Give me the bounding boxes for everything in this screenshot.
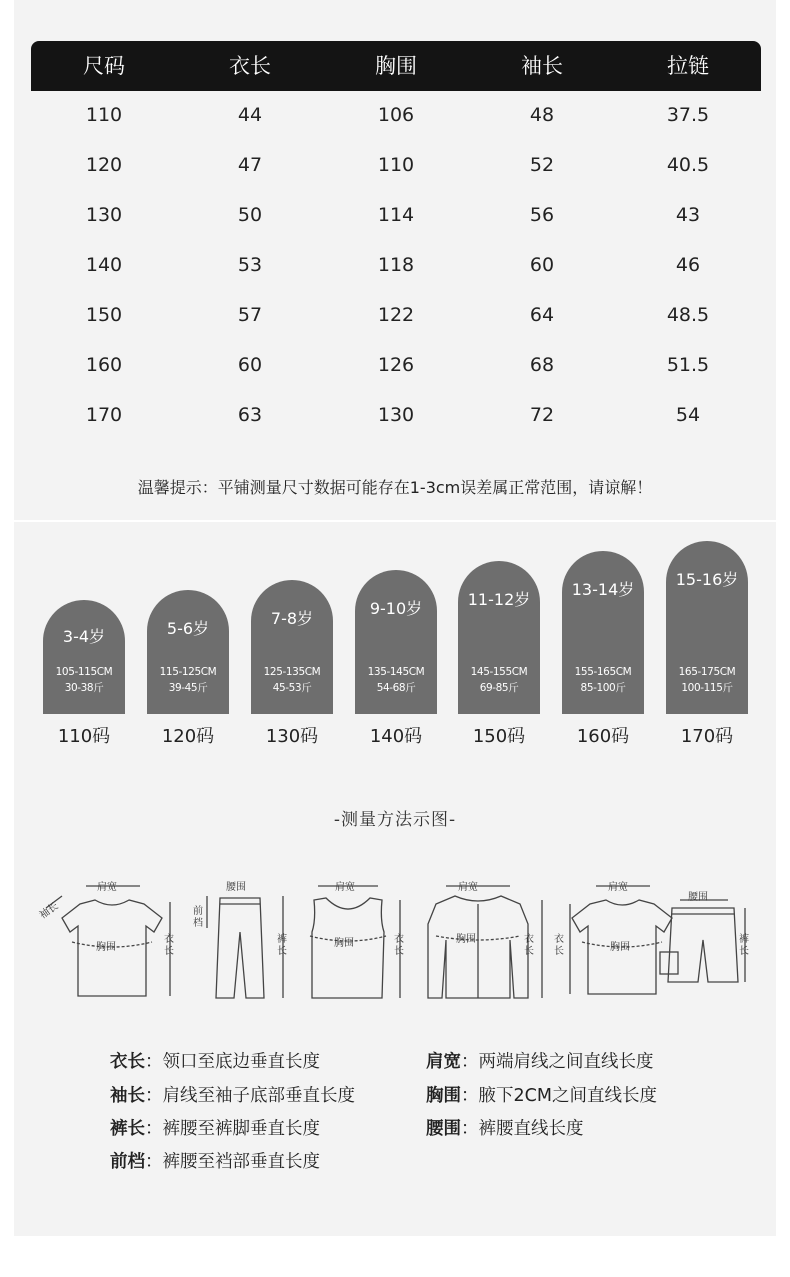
table-cell: 60: [529, 254, 555, 276]
label-body-length: 衣长: [524, 934, 534, 957]
table-cell: 64: [529, 304, 555, 326]
label-shoulder: 肩宽: [458, 882, 478, 893]
definition-item: [110, 1048, 320, 1073]
definition-text: ：裤腰至裤脚垂直长度: [145, 1119, 320, 1139]
age-range: 3-4岁: [62, 627, 106, 646]
measurement-tip: 温馨提示：平铺测量尺寸数据可能存在1-3cm误差属正常范围，请谅解！: [137, 478, 653, 497]
height-range: 145-155CM: [470, 666, 528, 678]
label-chest: 胸围: [456, 934, 476, 945]
definition-term: 衣长: [110, 1052, 145, 1072]
table-cell: 170: [85, 404, 123, 426]
pants-icon: [207, 896, 283, 998]
label-body-length: 衣长: [394, 934, 404, 957]
table-row: [31, 191, 761, 241]
definition-term: 胸围: [426, 1086, 461, 1106]
table-cell: 130: [377, 404, 415, 426]
table-cell: 110: [85, 104, 123, 126]
size-card-170: [666, 541, 748, 714]
table-cell: 68: [529, 354, 555, 376]
table-cell: 52: [529, 154, 555, 176]
size-code: 110码: [57, 726, 111, 747]
size-card-140: [355, 570, 437, 714]
size-card-120: [147, 590, 229, 714]
weight-range: 85-100斤: [580, 682, 626, 694]
height-range: 125-135CM: [263, 666, 321, 678]
header-zipper: 拉链: [667, 54, 709, 78]
table-cell: 72: [529, 404, 555, 426]
size-code: 130码: [265, 726, 319, 747]
age-range: 11-12岁: [467, 590, 531, 609]
size-card-160: [562, 551, 644, 714]
table-row: [31, 391, 761, 441]
size-code: 170码: [680, 726, 734, 747]
age-range: 13-14岁: [571, 580, 635, 599]
table-cell: 51.5: [666, 354, 710, 376]
table-cell: 40.5: [666, 154, 710, 176]
age-range: 7-8岁: [270, 609, 314, 628]
height-range: 165-175CM: [678, 666, 736, 678]
size-card-150: [458, 561, 540, 714]
label-waist: 腰围: [688, 892, 708, 903]
label-chest: 胸围: [610, 942, 630, 953]
table-cell: 126: [377, 354, 415, 376]
label-chest: 胸围: [334, 938, 354, 949]
table-cell: 54: [675, 404, 701, 426]
table-cell: 48: [529, 104, 555, 126]
table-row: [31, 291, 761, 341]
table-cell: 48.5: [666, 304, 710, 326]
size-code: 150码: [472, 726, 526, 747]
weight-range: 30-38斤: [64, 682, 104, 694]
table-cell: 50: [237, 204, 263, 226]
table-cell: 130: [85, 204, 123, 226]
definition-item: [110, 1082, 355, 1107]
weight-range: 100-115斤: [681, 682, 733, 694]
definition-item: [426, 1115, 584, 1140]
table-row: [31, 241, 761, 291]
header-size: 尺码: [83, 54, 125, 78]
definition-text: ：裤腰至裆部垂直长度: [145, 1152, 320, 1172]
label-body-length: 衣长: [164, 934, 174, 957]
table-row: [31, 341, 761, 391]
weight-range: 69-85斤: [479, 682, 519, 694]
height-range: 155-165CM: [574, 666, 632, 678]
table-cell: 120: [85, 154, 123, 176]
header-sleeve: 袖长: [521, 54, 563, 78]
definition-item: [110, 1115, 320, 1140]
weight-range: 45-53斤: [272, 682, 312, 694]
label-shoulder: 肩宽: [97, 882, 117, 893]
weight-range: 54-68斤: [376, 682, 416, 694]
definition-text: ：肩线至袖子底部垂直长度: [145, 1086, 355, 1106]
age-range: 15-16岁: [675, 570, 739, 589]
definition-item: [426, 1082, 657, 1107]
table-row: [31, 91, 761, 141]
table-cell: 53: [237, 254, 263, 276]
table-cell: 37.5: [666, 104, 710, 126]
weight-range: 39-45斤: [168, 682, 208, 694]
label-waist: 腰围: [226, 882, 246, 893]
size-code: 160码: [576, 726, 630, 747]
definition-item: [426, 1048, 654, 1073]
table-body: [31, 91, 761, 441]
tank-top-icon: [310, 886, 400, 998]
size-card-110: [43, 600, 125, 714]
definition-term: 前档: [110, 1152, 145, 1172]
height-range: 135-145CM: [367, 666, 425, 678]
definition-item: [110, 1148, 320, 1173]
header-length: 衣长: [229, 54, 271, 78]
label-shoulder: 肩宽: [608, 882, 628, 893]
shorts-icon: [660, 900, 745, 982]
age-range: 5-6岁: [166, 619, 210, 638]
definition-text: ：裤腰直线长度: [461, 1119, 584, 1139]
table-cell: 160: [85, 354, 123, 376]
definition-term: 袖长: [110, 1086, 145, 1106]
table-cell: 122: [377, 304, 415, 326]
table-cell: 43: [675, 204, 701, 226]
age-range: 9-10岁: [369, 599, 423, 618]
method-title: -测量方法示图-: [333, 810, 457, 830]
table-cell: 46: [675, 254, 701, 276]
table-cell: 60: [237, 354, 263, 376]
table-row: [31, 141, 761, 191]
label-pants-length: 裤长: [277, 934, 287, 957]
height-range: 105-115CM: [55, 666, 113, 678]
table-cell: 140: [85, 254, 123, 276]
table-cell: 106: [377, 104, 415, 126]
table-cell: 63: [237, 404, 263, 426]
label-body-length: 衣长: [554, 934, 564, 957]
table-cell: 56: [529, 204, 555, 226]
definition-term: 肩宽: [426, 1052, 461, 1072]
definition-text: ：腋下2CM之间直线长度: [461, 1086, 657, 1106]
definition-term: 裤长: [110, 1119, 145, 1139]
size-code: 140码: [369, 726, 423, 747]
table-cell: 44: [237, 104, 263, 126]
label-front-rise: 前档: [193, 906, 203, 929]
label-shoulder: 肩宽: [335, 882, 355, 893]
table-header: [31, 41, 761, 91]
table-cell: 110: [377, 154, 415, 176]
label-pants-length: 裤长: [739, 934, 749, 957]
label-chest: 胸围: [96, 942, 116, 953]
table-cell: 47: [237, 154, 263, 176]
size-card-130: [251, 580, 333, 714]
table-cell: 114: [377, 204, 415, 226]
definition-text: ：领口至底边垂直长度: [145, 1052, 320, 1072]
table-cell: 57: [237, 304, 263, 326]
size-code: 120码: [161, 726, 215, 747]
height-range: 115-125CM: [159, 666, 217, 678]
label-sleeve: 袖长: [37, 900, 61, 922]
table-cell: 150: [85, 304, 123, 326]
header-chest: 胸围: [375, 54, 417, 78]
definition-term: 腰围: [426, 1119, 461, 1139]
table-cell: 118: [377, 254, 415, 276]
definition-text: ：两端肩线之间直线长度: [461, 1052, 654, 1072]
